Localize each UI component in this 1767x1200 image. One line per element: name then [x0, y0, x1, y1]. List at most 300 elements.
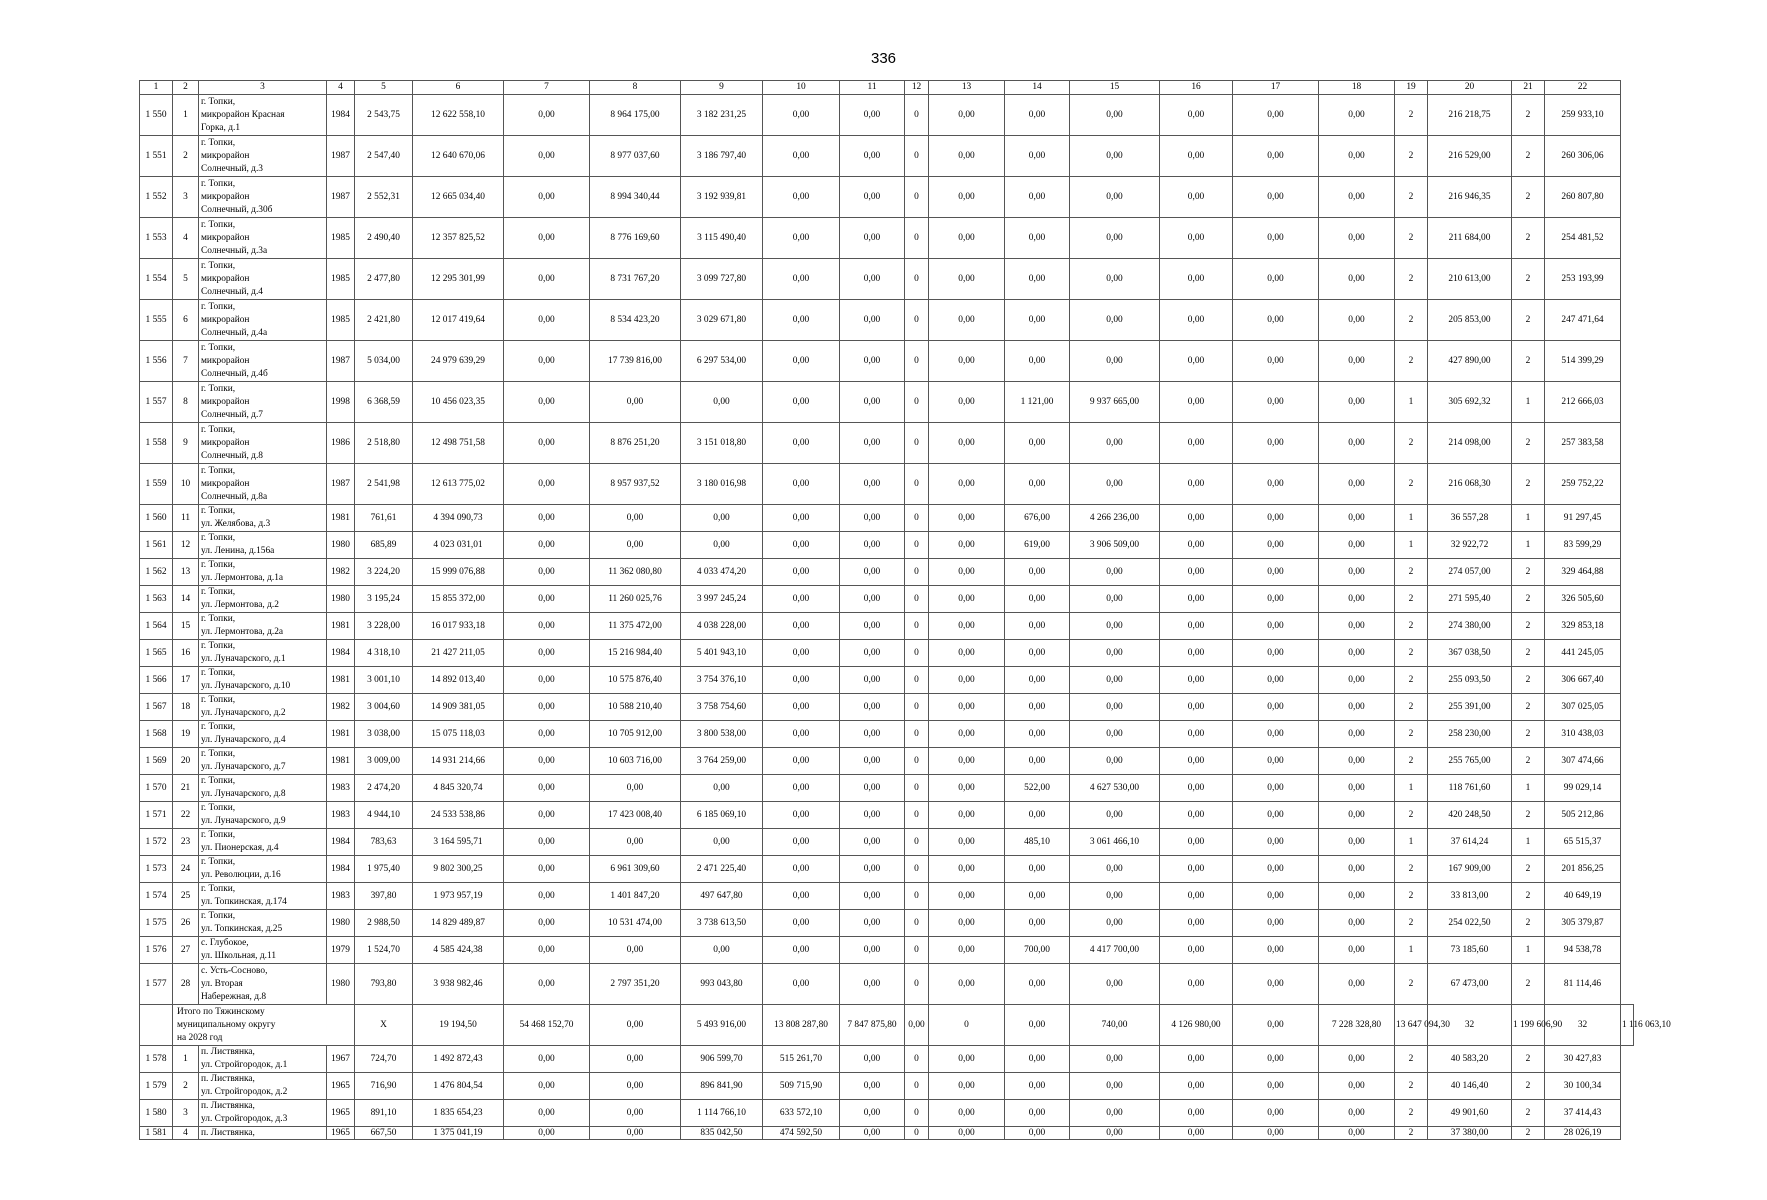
table-cell: 0,00: [1319, 1100, 1395, 1127]
table-cell: 13: [173, 559, 199, 586]
table-cell: 1 562: [140, 559, 173, 586]
table-cell: 2 552,31: [355, 177, 413, 218]
address-cell: [199, 382, 327, 423]
table-cell: 906 599,70: [681, 1046, 763, 1073]
table-cell: 305 692,32: [1428, 382, 1512, 423]
table-cell: 0,00: [1005, 1127, 1070, 1140]
address-cell: [199, 748, 327, 775]
table-cell: 0,00: [929, 883, 1005, 910]
table-cell: 1 375 041,19: [413, 1127, 504, 1140]
table-cell: 700,00: [1005, 937, 1070, 964]
table-cell: 1982: [327, 694, 355, 721]
table-cell: 1 558: [140, 423, 173, 464]
table-cell: 0,00: [840, 1046, 905, 1073]
table-cell: 0,00: [504, 802, 590, 829]
table-cell: 0,00: [1005, 177, 1070, 218]
table-cell: 4 038 228,00: [681, 613, 763, 640]
table-cell: 118 761,60: [1428, 775, 1512, 802]
table-cell: 13 808 287,80: [763, 1005, 840, 1046]
cell-text-line: ул. Школьная, д.11: [201, 951, 277, 961]
table-cell: 0,00: [763, 218, 840, 259]
table-cell: 0,00: [504, 721, 590, 748]
table-cell: 0,00: [840, 300, 905, 341]
table-cell: 65 515,37: [1545, 829, 1621, 856]
table-cell: 0,00: [1070, 136, 1160, 177]
table-cell: 0,00: [1319, 218, 1395, 259]
address-cell: [199, 937, 327, 964]
cell-text-line: ул. Луначарского, д.8: [201, 789, 286, 799]
table-cell: 0,00: [1233, 464, 1319, 505]
table-cell: 2: [1395, 802, 1428, 829]
table-cell: 2: [1512, 177, 1545, 218]
table-cell: 16: [173, 640, 199, 667]
table-cell: 30 100,34: [1545, 1073, 1621, 1100]
table-cell: 676,00: [1005, 505, 1070, 532]
table-cell: 0,00: [504, 1127, 590, 1140]
table-cell: 0,00: [1160, 1046, 1233, 1073]
table-cell: 10 531 474,00: [590, 910, 681, 937]
table-cell: 8 994 340,44: [590, 177, 681, 218]
cell-text-line: г. Топки,: [201, 695, 236, 705]
table-cell: 0,00: [1070, 300, 1160, 341]
table-cell: 0: [905, 694, 929, 721]
table-cell: 1 554: [140, 259, 173, 300]
table-cell: 0: [905, 667, 929, 694]
table-cell: 4: [173, 218, 199, 259]
table-cell: 1 564: [140, 613, 173, 640]
table-cell: 0,00: [929, 667, 1005, 694]
table-cell: 91 297,45: [1545, 505, 1621, 532]
table-cell: 1 570: [140, 775, 173, 802]
cell-text-line: п. Листвянка,: [201, 1101, 255, 1111]
table-cell: 2: [1512, 300, 1545, 341]
table-cell: 0,00: [763, 802, 840, 829]
table-cell: 1 573: [140, 856, 173, 883]
table-cell: 0,00: [840, 964, 905, 1005]
table-cell: 0,00: [1070, 613, 1160, 640]
table-cell: 0,00: [1070, 423, 1160, 464]
table-cell: 0,00: [929, 775, 1005, 802]
table-cell: 32: [1545, 1005, 1621, 1046]
table-cell: 1984: [327, 829, 355, 856]
table-cell: 4 033 474,20: [681, 559, 763, 586]
table-cell: 0,00: [1233, 694, 1319, 721]
table-cell: 0,00: [840, 95, 905, 136]
table-cell: 0,00: [1233, 95, 1319, 136]
table-row: [140, 586, 1634, 613]
table-cell: 255 765,00: [1428, 748, 1512, 775]
column-header-18: 18: [1319, 81, 1395, 95]
table-cell: 2: [1512, 586, 1545, 613]
cell-text-line: ул. Стройгородок, д.3: [201, 1114, 288, 1124]
table-cell: 0,00: [681, 937, 763, 964]
table-cell: 0,00: [1319, 1073, 1395, 1100]
table-cell: 3 224,20: [355, 559, 413, 586]
cell-text-line: г. Топки,: [201, 260, 236, 271]
table-cell: 6 185 069,10: [681, 802, 763, 829]
cell-text-line: Солнечный, д.4б: [201, 368, 268, 379]
table-row: [140, 300, 1634, 341]
table-cell: 0,00: [929, 95, 1005, 136]
cell-text-line: г. Топки,: [201, 219, 236, 230]
table-cell: 2: [1512, 559, 1545, 586]
table-cell: 0,00: [1160, 775, 1233, 802]
table-cell: 0,00: [504, 341, 590, 382]
table-cell: 0,00: [840, 883, 905, 910]
table-cell: 2: [1395, 300, 1428, 341]
cell-text-line: Солнечный, д.30б: [201, 204, 273, 215]
table-cell: 13 647 094,30: [1395, 1005, 1428, 1046]
table-cell: 23: [173, 829, 199, 856]
table-cell: 0,00: [763, 532, 840, 559]
column-header-3: 3: [199, 81, 327, 95]
cell-text-line: г. Топки,: [201, 668, 236, 678]
table-cell: 0,00: [1319, 532, 1395, 559]
table-cell: 14 892 013,40: [413, 667, 504, 694]
table-cell: 21 427 211,05: [413, 640, 504, 667]
table-cell: 0,00: [840, 937, 905, 964]
table-cell: 11: [173, 505, 199, 532]
table-cell: 1987: [327, 464, 355, 505]
table-cell: 0,00: [1233, 341, 1319, 382]
table-cell: 0,00: [504, 640, 590, 667]
table-cell: 1: [1512, 775, 1545, 802]
table-cell: 307 025,05: [1545, 694, 1621, 721]
table-cell: 2: [1512, 721, 1545, 748]
table-cell: 1 551: [140, 136, 173, 177]
table-cell: 0,00: [590, 1073, 681, 1100]
table-cell: 1965: [327, 1073, 355, 1100]
table-cell: 0,00: [929, 382, 1005, 423]
table-cell: 0: [905, 532, 929, 559]
table-cell: 0,00: [1233, 640, 1319, 667]
table-cell: 0,00: [1070, 177, 1160, 218]
table-cell: 0,00: [763, 883, 840, 910]
table-cell: 1 550: [140, 95, 173, 136]
address-cell: [199, 775, 327, 802]
table-cell: 1982: [327, 559, 355, 586]
table-cell: 0,00: [1233, 136, 1319, 177]
table-cell: 0,00: [1233, 748, 1319, 775]
table-cell: 0,00: [1005, 218, 1070, 259]
table-cell: 1 121,00: [1005, 382, 1070, 423]
table-cell: 896 841,90: [681, 1073, 763, 1100]
column-header-22: 22: [1545, 81, 1621, 95]
table-cell: 0,00: [1319, 559, 1395, 586]
table-cell: 0: [905, 829, 929, 856]
table-cell: 15 216 984,40: [590, 640, 681, 667]
table-cell: 0,00: [1070, 95, 1160, 136]
table-cell: 1985: [327, 300, 355, 341]
table-cell: 8 876 251,20: [590, 423, 681, 464]
table-cell: 24 533 538,86: [413, 802, 504, 829]
table-cell: 9: [173, 423, 199, 464]
table-cell: 2: [1395, 559, 1428, 586]
cell-text-line: микрорайон: [201, 191, 250, 202]
table-cell: 0,00: [1005, 1005, 1070, 1046]
table-cell: 5 034,00: [355, 341, 413, 382]
column-header-11: 11: [840, 81, 905, 95]
address-cell: [199, 667, 327, 694]
table-cell: 0,00: [1233, 259, 1319, 300]
table-cell: 1985: [327, 218, 355, 259]
table-cell: 0,00: [1233, 218, 1319, 259]
table-row: [140, 829, 1634, 856]
table-cell: 0,00: [504, 177, 590, 218]
total-row: [140, 1005, 1634, 1046]
table-cell: 740,00: [1070, 1005, 1160, 1046]
table-cell: 1: [1395, 937, 1428, 964]
table-cell: 5 401 943,10: [681, 640, 763, 667]
table-cell: 0,00: [1233, 1073, 1319, 1100]
cell-text-line: г. Топки,: [201, 506, 236, 516]
table-cell: 0,00: [590, 775, 681, 802]
table-row: [140, 1100, 1634, 1127]
table-cell: 0,00: [929, 559, 1005, 586]
table-cell: 3 029 671,80: [681, 300, 763, 341]
table-cell: 0,00: [590, 505, 681, 532]
table-cell: 10 603 716,00: [590, 748, 681, 775]
table-cell: 0,00: [1005, 748, 1070, 775]
table-cell: 0,00: [1070, 721, 1160, 748]
table-cell: 2: [1395, 910, 1428, 937]
table-cell: 0,00: [1005, 95, 1070, 136]
table-cell: 0: [905, 775, 929, 802]
table-cell: 0,00: [929, 694, 1005, 721]
table-cell: 0,00: [1233, 1046, 1319, 1073]
column-header-4: 4: [327, 81, 355, 95]
table-cell: 0,00: [504, 613, 590, 640]
table-cell: 0,00: [504, 667, 590, 694]
table-cell: 6: [173, 300, 199, 341]
table-cell: 0,00: [763, 423, 840, 464]
table-cell: 6 961 309,60: [590, 856, 681, 883]
table-cell: 1: [1395, 532, 1428, 559]
table-cell: 19: [173, 721, 199, 748]
table-cell: 0,00: [1005, 136, 1070, 177]
table-cell: 0,00: [763, 95, 840, 136]
table-cell: 0,00: [1233, 802, 1319, 829]
table-cell: 0,00: [1319, 95, 1395, 136]
table-cell: 0,00: [1319, 829, 1395, 856]
table-cell: 1 566: [140, 667, 173, 694]
table-cell: 1987: [327, 341, 355, 382]
table-cell: 0,00: [763, 300, 840, 341]
table-cell: 0,00: [504, 300, 590, 341]
table-cell: 0,00: [1319, 748, 1395, 775]
cell-text-line: г. Топки,: [201, 749, 236, 759]
column-header-9: 9: [681, 81, 763, 95]
table-cell: 2: [1395, 964, 1428, 1005]
table-cell: 1: [1395, 775, 1428, 802]
table-cell: 0,00: [929, 505, 1005, 532]
table-cell: 0,00: [1233, 559, 1319, 586]
table-cell: 49 901,60: [1428, 1100, 1512, 1127]
table-cell: 4 627 530,00: [1070, 775, 1160, 802]
table-cell: 2: [1512, 883, 1545, 910]
table-cell: 0,00: [1160, 802, 1233, 829]
address-cell: [199, 694, 327, 721]
table-row: [140, 613, 1634, 640]
table-cell: 1983: [327, 775, 355, 802]
table-cell: 427 890,00: [1428, 341, 1512, 382]
table-cell: 0,00: [504, 559, 590, 586]
table-cell: 0,00: [1160, 464, 1233, 505]
table-cell: 0,00: [1160, 883, 1233, 910]
table-cell: 94 538,78: [1545, 937, 1621, 964]
column-header-17: 17: [1233, 81, 1319, 95]
table-cell: 0,00: [1005, 1046, 1070, 1073]
table-cell: 0,00: [1005, 694, 1070, 721]
table-cell: 1981: [327, 721, 355, 748]
table-row: [140, 95, 1634, 136]
table-cell: 0: [905, 1046, 929, 1073]
table-row: [140, 218, 1634, 259]
table-cell: 1 568: [140, 721, 173, 748]
cell-text-line: Солнечный, д.4: [201, 286, 263, 297]
table-cell: 0,00: [929, 1073, 1005, 1100]
table-cell: 10 575 876,40: [590, 667, 681, 694]
table-cell: 0,00: [1319, 667, 1395, 694]
cell-text-line: п. Листвянка,: [201, 1047, 255, 1057]
table-cell: 1 114 766,10: [681, 1100, 763, 1127]
table-cell: 0,00: [1070, 802, 1160, 829]
table-cell: 1987: [327, 136, 355, 177]
table-cell: 2: [1395, 667, 1428, 694]
table-cell: 367 038,50: [1428, 640, 1512, 667]
table-cell: 1 116 063,10: [1621, 1005, 1634, 1046]
table-cell: 1981: [327, 748, 355, 775]
column-header-14: 14: [1005, 81, 1070, 95]
table-cell: 0,00: [504, 883, 590, 910]
table-cell: 0,00: [590, 382, 681, 423]
cell-text-line: микрорайон: [201, 150, 250, 161]
table-cell: 0,00: [840, 586, 905, 613]
address-cell: [199, 218, 327, 259]
table-cell: 0,00: [1160, 300, 1233, 341]
table-cell: 0: [905, 218, 929, 259]
address-cell: [199, 341, 327, 382]
table-row: [140, 177, 1634, 218]
table-cell: 0,00: [840, 775, 905, 802]
table-cell: 0,00: [681, 829, 763, 856]
table-cell: 0,00: [504, 464, 590, 505]
table-cell: 0,00: [1233, 910, 1319, 937]
table-cell: 1 580: [140, 1100, 173, 1127]
cell-text-line: ул. Пионерская, д.4: [201, 843, 279, 853]
address-cell: [199, 464, 327, 505]
table-cell: 0,00: [929, 748, 1005, 775]
table-cell: 2: [1395, 883, 1428, 910]
address-cell: [199, 964, 327, 1005]
table-cell: 485,10: [1005, 829, 1070, 856]
table-cell: 1 492 872,43: [413, 1046, 504, 1073]
table-cell: 0,00: [840, 136, 905, 177]
table-cell: 0,00: [504, 937, 590, 964]
table-cell: 1984: [327, 640, 355, 667]
table-cell: 10: [173, 464, 199, 505]
table-cell: 1: [1512, 937, 1545, 964]
table-cell: 4 845 320,74: [413, 775, 504, 802]
table-cell: X: [355, 1005, 413, 1046]
table-cell: 2: [1395, 464, 1428, 505]
table-cell: 0: [905, 382, 929, 423]
table-cell: 0,00: [1070, 1100, 1160, 1127]
table-cell: 1 563: [140, 586, 173, 613]
table-cell: 0,00: [590, 1005, 681, 1046]
table-cell: 3 997 245,24: [681, 586, 763, 613]
table-cell: 1 581: [140, 1127, 173, 1140]
cell-text-line: г. Топки,: [201, 560, 236, 570]
table-cell: 1 557: [140, 382, 173, 423]
table-cell: 0,00: [1070, 1127, 1160, 1140]
table-cell: 21: [173, 775, 199, 802]
table-cell: 0,00: [840, 1100, 905, 1127]
table-cell: 0,00: [1005, 667, 1070, 694]
column-header-12: 12: [905, 81, 929, 95]
table-cell: 1981: [327, 505, 355, 532]
address-cell: [199, 613, 327, 640]
table-cell: 0,00: [763, 748, 840, 775]
table-row: [140, 532, 1634, 559]
table-cell: 0,00: [1319, 694, 1395, 721]
table-cell: 0,00: [763, 341, 840, 382]
table-cell: 1 565: [140, 640, 173, 667]
cell-text-line: Солнечный, д.8а: [201, 491, 268, 502]
table-row: [140, 937, 1634, 964]
table-cell: 0,00: [1319, 613, 1395, 640]
column-header-20: 20: [1428, 81, 1512, 95]
cell-text-line: г. Топки,: [201, 465, 236, 476]
cell-text-line: микрорайон: [201, 355, 250, 366]
table-cell: 259 933,10: [1545, 95, 1621, 136]
table-cell: 0,00: [1160, 559, 1233, 586]
table-cell: 0,00: [504, 505, 590, 532]
table-row: [140, 382, 1634, 423]
table-cell: 0,00: [1160, 177, 1233, 218]
table-cell: 12 640 670,06: [413, 136, 504, 177]
cell-text-line: микрорайон: [201, 232, 250, 243]
table-cell: 0,00: [929, 532, 1005, 559]
table-cell: 167 909,00: [1428, 856, 1512, 883]
column-header-8: 8: [590, 81, 681, 95]
table-cell: 4 266 236,00: [1070, 505, 1160, 532]
table-cell: 0,00: [504, 95, 590, 136]
table-cell: 9 937 665,00: [1070, 382, 1160, 423]
table-cell: 2: [1512, 341, 1545, 382]
table-cell: 2: [1395, 1100, 1428, 1127]
table-cell: 30 427,83: [1545, 1046, 1621, 1073]
cell-text-line: г. Топки,: [201, 533, 236, 543]
table-cell: 6 368,59: [355, 382, 413, 423]
address-cell: [199, 559, 327, 586]
table-cell: 0,00: [840, 559, 905, 586]
table-cell: 3: [173, 1100, 199, 1127]
table-cell: 0,00: [504, 423, 590, 464]
table-cell: 24 979 639,29: [413, 341, 504, 382]
table-cell: 633 572,10: [763, 1100, 840, 1127]
table-cell: 0,00: [1160, 667, 1233, 694]
table-cell: 0,00: [1070, 910, 1160, 937]
table-row: [140, 883, 1634, 910]
table-cell: 1 555: [140, 300, 173, 341]
cell-text-line: г. Топки,: [201, 857, 236, 867]
table-cell: 891,10: [355, 1100, 413, 1127]
cell-text-line: муниципальному округу: [177, 1019, 276, 1030]
table-cell: 216 218,75: [1428, 95, 1512, 136]
cell-text-line: г. Топки,: [201, 803, 236, 813]
table-cell: 0,00: [681, 775, 763, 802]
